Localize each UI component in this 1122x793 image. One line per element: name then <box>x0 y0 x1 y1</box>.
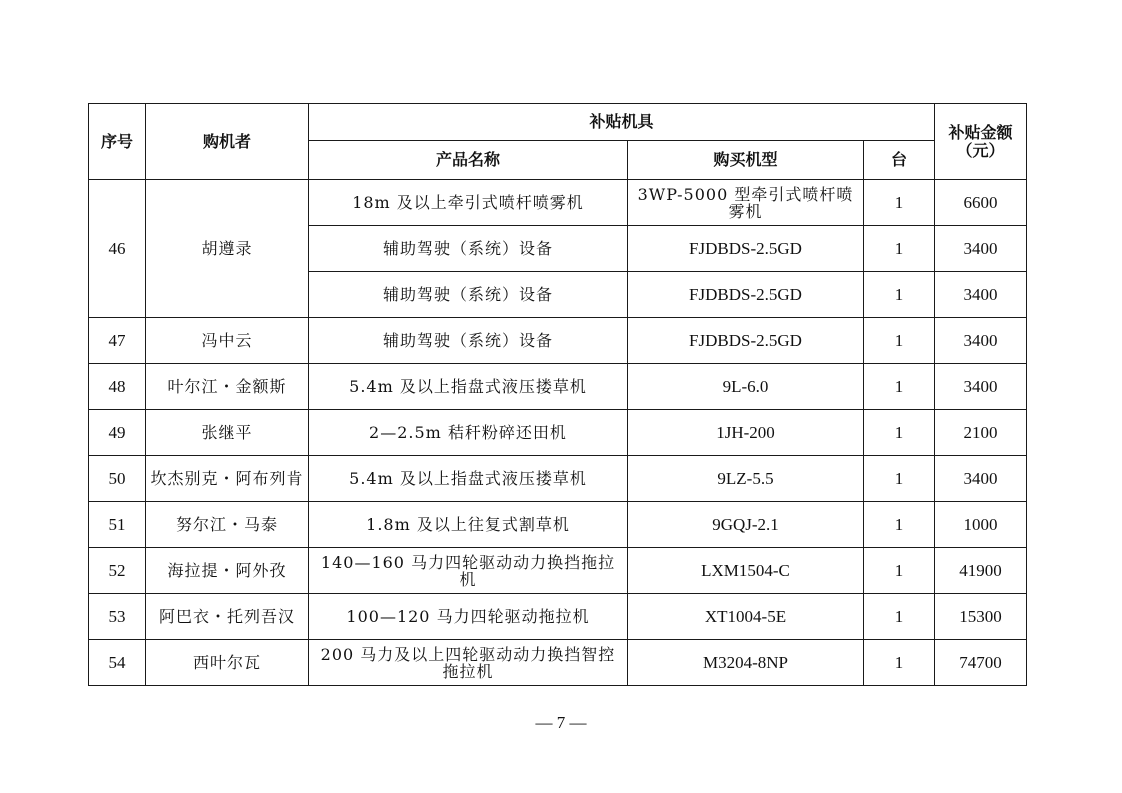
cell-qty: 1 <box>864 456 935 502</box>
cell-model: FJDBDS-2.5GD <box>628 226 864 272</box>
cell-model: 9GQJ-2.1 <box>628 502 864 548</box>
cell-product: 5.4m 及以上指盘式液压搂草机 <box>309 456 628 502</box>
cell-seq: 47 <box>89 318 146 364</box>
cell-buyer: 张继平 <box>146 410 309 456</box>
cell-qty: 1 <box>864 318 935 364</box>
cell-buyer: 冯中云 <box>146 318 309 364</box>
table-row <box>89 180 1027 226</box>
cell-model: 1JH-200 <box>628 410 864 456</box>
table-row <box>89 594 1027 640</box>
cell-product: 2—2.5m 秸秆粉碎还田机 <box>309 410 628 456</box>
cell-seq: 48 <box>89 364 146 410</box>
cell-model: XT1004-5E <box>628 594 864 640</box>
cell-qty: 1 <box>864 272 935 318</box>
header-qty: 台 <box>864 141 935 180</box>
cell-seq: 49 <box>89 410 146 456</box>
table-row <box>89 640 1027 686</box>
cell-product: 1.8m 及以上往复式割草机 <box>309 502 628 548</box>
cell-qty: 1 <box>864 410 935 456</box>
table-row <box>89 548 1027 594</box>
cell-amount: 15300 <box>935 594 1027 640</box>
cell-buyer: 西叶尔瓦 <box>146 640 309 686</box>
cell-product: 辅助驾驶（系统）设备 <box>309 272 628 318</box>
table-row <box>89 364 1027 410</box>
cell-buyer: 海拉提・阿外孜 <box>146 548 309 594</box>
cell-product: 5.4m 及以上指盘式液压搂草机 <box>309 364 628 410</box>
cell-qty: 1 <box>864 180 935 226</box>
cell-buyer: 叶尔江・金额斯 <box>146 364 309 410</box>
cell-buyer: 努尔江・马泰 <box>146 502 309 548</box>
cell-product: 辅助驾驶（系统）设备 <box>309 318 628 364</box>
cell-product: 18m 及以上牵引式喷杆喷雾机 <box>309 180 628 226</box>
table-row <box>89 410 1027 456</box>
cell-qty: 1 <box>864 502 935 548</box>
cell-amount: 6600 <box>935 180 1027 226</box>
cell-qty: 1 <box>864 226 935 272</box>
cell-model: 9L-6.0 <box>628 364 864 410</box>
cell-amount: 3400 <box>935 364 1027 410</box>
header-machine-group: 补贴机具 <box>309 104 935 141</box>
cell-buyer: 阿巴衣・托列吾汉 <box>146 594 309 640</box>
cell-product: 辅助驾驶（系统）设备 <box>309 226 628 272</box>
cell-qty: 1 <box>864 594 935 640</box>
cell-seq: 52 <box>89 548 146 594</box>
cell-model: LXM1504-C <box>628 548 864 594</box>
subsidy-table <box>88 103 1027 686</box>
cell-seq: 53 <box>89 594 146 640</box>
header-model: 购买机型 <box>628 141 864 180</box>
cell-buyer: 胡遵录 <box>146 180 309 318</box>
cell-amount: 1000 <box>935 502 1027 548</box>
cell-qty: 1 <box>864 364 935 410</box>
cell-product: 200 马力及以上四轮驱动动力换挡智控拖拉机 <box>309 640 628 686</box>
table-row <box>89 502 1027 548</box>
page-number: — 7 — <box>535 713 587 732</box>
cell-amount: 3400 <box>935 226 1027 272</box>
cell-model: M3204-8NP <box>628 640 864 686</box>
cell-model: 9LZ-5.5 <box>628 456 864 502</box>
header-product-name: 产品名称 <box>309 141 628 180</box>
cell-amount: 3400 <box>935 318 1027 364</box>
cell-qty: 1 <box>864 640 935 686</box>
header-seq: 序号 <box>89 104 146 180</box>
cell-product: 140—160 马力四轮驱动动力换挡拖拉机 <box>309 548 628 594</box>
cell-product: 100—120 马力四轮驱动拖拉机 <box>309 594 628 640</box>
cell-seq: 54 <box>89 640 146 686</box>
cell-amount: 41900 <box>935 548 1027 594</box>
cell-amount: 74700 <box>935 640 1027 686</box>
table-row <box>89 456 1027 502</box>
cell-amount: 2100 <box>935 410 1027 456</box>
cell-qty: 1 <box>864 548 935 594</box>
cell-buyer: 坎杰别克・阿布列肯 <box>146 456 309 502</box>
cell-model: 3WP-5000 型牵引式喷杆喷雾机 <box>628 180 864 226</box>
header-amount: 补贴金额（元） <box>935 104 1027 180</box>
cell-amount: 3400 <box>935 456 1027 502</box>
cell-seq: 51 <box>89 502 146 548</box>
cell-amount: 3400 <box>935 272 1027 318</box>
cell-model: FJDBDS-2.5GD <box>628 318 864 364</box>
cell-seq: 46 <box>89 180 146 318</box>
cell-seq: 50 <box>89 456 146 502</box>
cell-model: FJDBDS-2.5GD <box>628 272 864 318</box>
table-row <box>89 318 1027 364</box>
header-buyer: 购机者 <box>146 104 309 180</box>
